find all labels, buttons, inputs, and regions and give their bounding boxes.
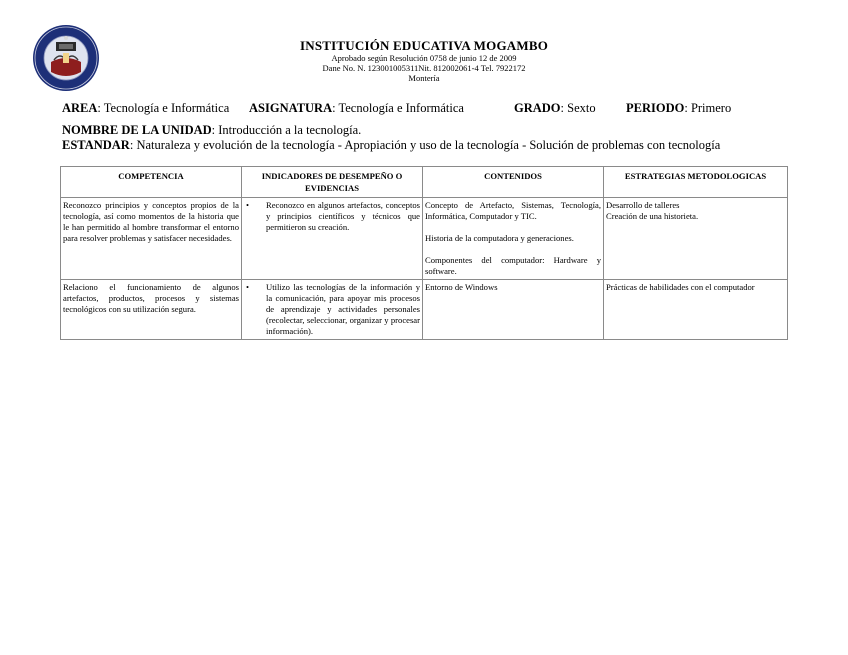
course-info-line	[62, 101, 732, 116]
period-label: PERIODO	[626, 101, 685, 115]
competencia-cell: Relaciono el funcionamiento de algunos artefactos, productos, procesos y sistemas tecnológicos con su utilización segura.	[61, 280, 242, 340]
estrategia-item: Desarrollo de talleres	[606, 200, 680, 210]
unit-line	[62, 123, 361, 138]
indicador-cell	[242, 280, 423, 340]
area-field	[62, 101, 229, 115]
estrategias-cell	[604, 198, 788, 280]
grade-field	[514, 101, 596, 116]
area-label: AREA	[62, 101, 98, 115]
indicador-cell	[242, 198, 423, 280]
grade-label: GRADO	[514, 101, 561, 115]
competencia-cell: Reconozco principios y conceptos propios de la tecnología, así como momentos de la historia que le han permitido al hombre transformar el entorno para resolver problemas y satisfacer necesidades.	[61, 198, 242, 280]
grade-value: : Sexto	[560, 101, 596, 115]
standard-value: : Naturaleza y evolución de la tecnología - Apropiación y uso de la tecnología - Solución de problemas con tecnología	[129, 138, 721, 152]
contenido-item: Entorno de Windows	[425, 282, 498, 292]
contenido-item: Componentes del computador: Hardware y software.	[425, 255, 601, 276]
indicador-text: Reconozco en algunos artefactos, conceptos y principios científicos y técnicos que permitieron su creación.	[266, 200, 420, 232]
subject-field	[249, 101, 464, 116]
registry-text: Dane No. N. 123001005311Nit. 812002061-4 Tel. 7922172	[322, 63, 526, 73]
contenido-item: Historia de la computadora y generaciones.	[425, 233, 574, 243]
institution-header	[240, 39, 608, 83]
contenido-item: Concepto de Artefacto, Sistemas, Tecnología, Informática, Computador y TIC.	[425, 200, 601, 221]
institution-name: INSTITUCIÓN EDUCATIVA MOGAMBO	[299, 38, 549, 53]
bullet-icon: •	[246, 282, 250, 292]
table-header-row	[61, 167, 788, 198]
header-competencia: COMPETENCIA	[61, 167, 242, 198]
estrategia-item: Creación de una historieta.	[606, 211, 699, 221]
period-value: : Primero	[684, 101, 732, 115]
indicador-text: Utilizo las tecnologías de la información y la comunicación, para apoyar mis procesos de aprendizaje y actividades personales (recolectar, seleccionar, organizar y procesar información).	[266, 282, 420, 336]
standard-line	[62, 138, 720, 153]
city-text: Montería	[408, 73, 440, 83]
table-row	[61, 280, 788, 340]
contenidos-cell	[423, 280, 604, 340]
unit-label: NOMBRE DE LA UNIDAD	[62, 123, 212, 137]
curriculum-table	[60, 166, 788, 340]
period-field	[626, 101, 731, 116]
bullet-icon: •	[246, 200, 250, 210]
table-row	[61, 198, 788, 280]
unit-value: : Introducción a la tecnología.	[211, 123, 362, 137]
approval-text: Aprobado según Resolución 0758 de junio 12 de 2009	[331, 53, 517, 63]
header-contenidos: CONTENIDOS	[423, 167, 604, 198]
estrategia-item: Prácticas de habilidades con el computador	[606, 282, 755, 292]
header-estrategias: ESTRATEGIAS METODOLOGICAS	[604, 167, 788, 198]
area-value: : Tecnología e Informática	[97, 101, 230, 115]
school-seal-logo	[32, 24, 100, 92]
contenidos-cell	[423, 198, 604, 280]
header-indicadores: INDICADORES DE DESEMPEÑO O EVIDENCIAS	[242, 167, 423, 198]
subject-value: : Tecnología e Informática	[332, 101, 464, 115]
subject-label: ASIGNATURA	[249, 101, 333, 115]
standard-label: ESTANDAR	[62, 138, 130, 152]
estrategias-cell	[604, 280, 788, 340]
